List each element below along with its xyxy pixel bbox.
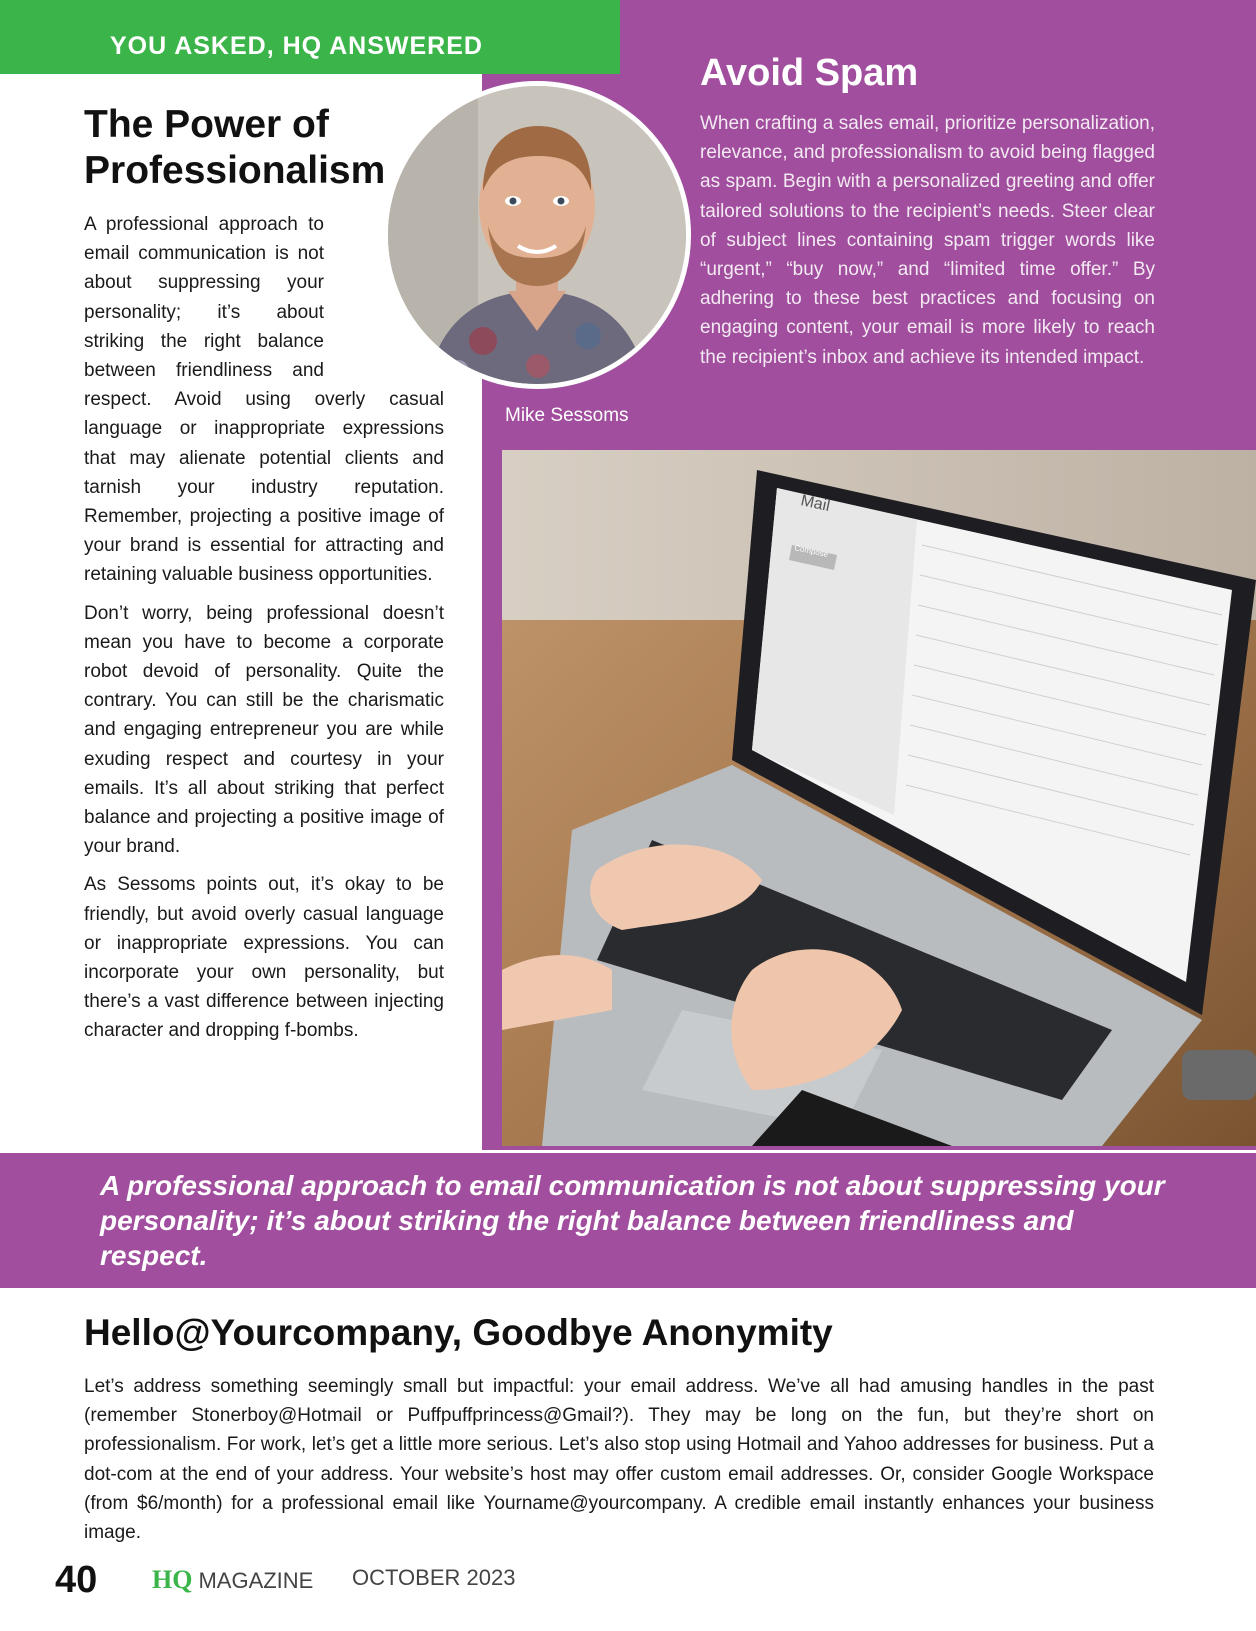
sidebar-body: When crafting a sales email, prioritize personalization, relevance, and professionalism to avoid being flagged as spam. Begin with a personalized greeting and offer tailored solutions to the recipient’s needs. Steer clear of subject lines containing spam trigger words like “urgent,” “buy now,” and “limited time offer.” By adhering to these best practices and focusing on engaging content, your email is more likely to reach the recipient’s inbox and achieve its intended impact. [700,113,1155,368]
article-body [84,210,444,1055]
mail-compose-label: Compose [793,543,829,560]
section-label: YOU ASKED, HQ ANSWERED [110,32,483,60]
footer-brand [152,1565,313,1595]
mail-app-title: Mail [799,492,832,516]
article-paragraph-3: As Sessoms points out, it’s okay to be friendly, but avoid overly casual language or inappropriate expressions. You can incorporate your own personality, but there’s a vast difference between injecting character and dropping f-bombs. [84,874,444,1042]
magazine-label: MAGAZINE [198,1568,314,1593]
section-body: Let’s address something seemingly small but impactful: your email address. We’ve all had amusing handles in the past (remember Stonerboy@Hotmail or Puffpuffprincess@Gmail?). They may be long on the fun, but they’re short on professionalism. For work, let’s get a little more serious. Let’s also stop using Hotmail and Yahoo addresses for business. Put a dot-com at the end of your address. Your website’s host may offer custom email addresses. Or, consider Google Workspace (from $6/month) for a professional email like Yourname@yourcompany. A credible email instantly enhances your business image. [84,1376,1154,1544]
portrait-photo [383,81,691,389]
section-title: Hello@Yourcompany, Goodbye Anonymity [84,1312,833,1353]
portrait-illustration [388,86,686,384]
article-paragraph-2: Don’t worry, being professional doesn’t mean you have to become a corporate robot devoid of personality. Quite the contrary. You can still be the charismatic and engaging entrepreneur you are while exuding respect and courtesy in your emails. It’s all about striking that perfect balance and projecting a positive image of your brand. [84,602,444,858]
laptop-photo [502,450,1256,1146]
issue-date: OCTOBER 2023 [352,1565,516,1590]
laptop-illustration [502,450,1256,1146]
article-title: The Power of Professionalism [84,103,386,192]
sidebar-title: Avoid Spam [700,52,919,94]
pull-quote: A professional approach to email communication is not about suppressing your personality; it’s about striking the right balance between friendliness and respect. [100,1170,1165,1271]
hq-logo: HQ [152,1565,193,1594]
page-number: 40 [55,1559,98,1601]
portrait-caption: Mike Sessoms [505,405,629,426]
article-paragraph-1: A professional approach to email communication is not about suppressing your personality; it’s about striking the right balance between friendliness and respect. Avoid using overly casual language or inappropriate expressions that may alienate potential clients and tarnish your industry reputation. Remember, projecting a positive image of your brand is essential for attracting and retaining valuable business opportunities. [84,214,444,586]
